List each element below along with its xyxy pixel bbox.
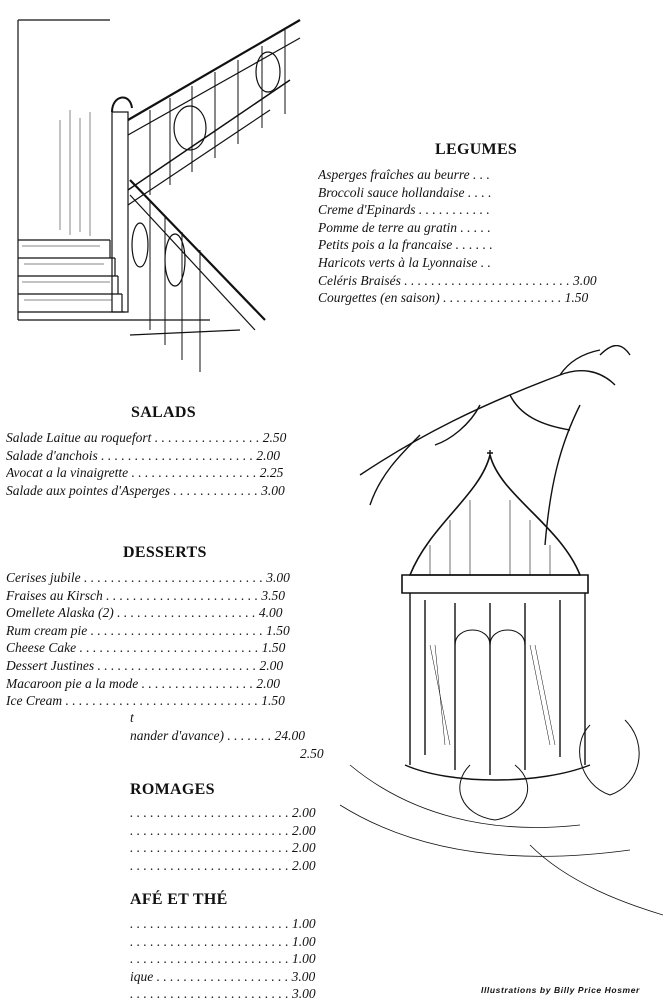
gazebo-illustration bbox=[330, 345, 663, 985]
list-item: . . . . . . . . . . . . . . . . . . . . . . . . 3.00 bbox=[130, 986, 316, 1002]
list-item: Creme d'Epinards . . . . . . . . . . . bbox=[318, 202, 490, 218]
fromages-list bbox=[130, 804, 331, 874]
cafe-list bbox=[130, 915, 331, 1003]
salads-list bbox=[6, 429, 331, 499]
staircase-illustration bbox=[0, 0, 310, 385]
list-item: . . . . . . . . . . . . . . . . . . . . . . . . 1.00 bbox=[130, 916, 316, 931]
legumes-heading: LEGUMES bbox=[435, 141, 518, 158]
list-item: . . . . . . . . . . . . . . . . . . . . . . . . 1.00 bbox=[130, 951, 316, 967]
illustration-credit: Illustrations by Billy Price Hosmer bbox=[481, 985, 640, 995]
list-item: Dessert Justines . . . . . . . . . . . . . . . . . . . . . . . . 2.00 bbox=[6, 657, 284, 673]
list-item: Haricots verts à la Lyonnaise . . bbox=[318, 254, 491, 270]
list-item: Salade aux pointes d'Asperges . . . . . . . . . . . . . 3.00 bbox=[6, 482, 285, 498]
list-item: Courgettes (en saison) . . . . . . . . . . . . . . . . . . 1.50 bbox=[318, 290, 589, 306]
list-item: Ice Cream . . . . . . . . . . . . . . . . . . . . . . . . . . . . . 1.50 bbox=[6, 693, 285, 709]
list-item: Avocat a la vinaigrette . . . . . . . . . . . . . . . . . . . 2.25 bbox=[6, 465, 284, 481]
list-item: Rum cream pie . . . . . . . . . . . . . . . . . . . . . . . . . . 1.50 bbox=[6, 622, 290, 638]
list-item: Salade Laitue au roquefort . . . . . . . . . . . . . . . . 2.50 bbox=[6, 430, 287, 445]
cafe-heading: AFÉ ET THÉ bbox=[130, 891, 228, 908]
list-item: Macaroon pie a la mode . . . . . . . . . . . . . . . . . 2.00 bbox=[6, 675, 280, 691]
list-item: . . . . . . . . . . . . . . . . . . . . . . . . 1.00 bbox=[130, 933, 316, 949]
desserts-heading: DESSERTS bbox=[123, 544, 207, 561]
list-item: Broccoli sauce hollandaise . . . . bbox=[318, 184, 492, 200]
list-item: t bbox=[130, 710, 134, 725]
list-item: Fraises au Kirsch . . . . . . . . . . . . . . . . . . . . . . . 3.50 bbox=[6, 587, 286, 603]
list-item: Cerises jubile . . . . . . . . . . . . . . . . . . . . . . . . . . . 3.00 bbox=[6, 570, 290, 585]
list-item: Celéris Braisés . . . . . . . . . . . . . . . . . . . . . . . . . 3.00 bbox=[318, 272, 597, 288]
list-item: . . . . . . . . . . . . . . . . . . . . . . . . 2.00 bbox=[130, 857, 316, 873]
list-item: . . . . . . . . . . . . . . . . . . . . . . . . 2.00 bbox=[130, 840, 316, 856]
salads-heading: SALADS bbox=[131, 404, 196, 421]
fromages-heading: ROMAGES bbox=[130, 781, 215, 798]
legumes-list bbox=[318, 166, 663, 307]
list-item: Asperges fraîches au beurre . . . bbox=[318, 167, 490, 182]
list-item: . . . . . . . . . . . . . . . . . . . . . . . . 2.00 bbox=[130, 822, 316, 838]
list-item: Omellete Alaska (2) . . . . . . . . . . . . . . . . . . . . . 4.00 bbox=[6, 605, 283, 621]
list-item: Pomme de terre au gratin . . . . . bbox=[318, 219, 491, 235]
list-item: Salade d'anchois . . . . . . . . . . . . . . . . . . . . . . . 2.00 bbox=[6, 447, 281, 463]
list-item: nander d'avance) . . . . . . . 24.00 bbox=[130, 728, 305, 743]
list-item: 2.50 bbox=[300, 746, 324, 761]
list-item: . . . . . . . . . . . . . . . . . . . . . . . . 2.00 bbox=[130, 805, 316, 820]
list-item: Petits pois a la francaise . . . . . . bbox=[318, 237, 493, 253]
list-item: Cheese Cake . . . . . . . . . . . . . . . . . . . . . . . . . . . 1.50 bbox=[6, 640, 286, 656]
desserts-list bbox=[6, 569, 331, 710]
list-item: ique . . . . . . . . . . . . . . . . . . . . 3.00 bbox=[130, 968, 316, 984]
